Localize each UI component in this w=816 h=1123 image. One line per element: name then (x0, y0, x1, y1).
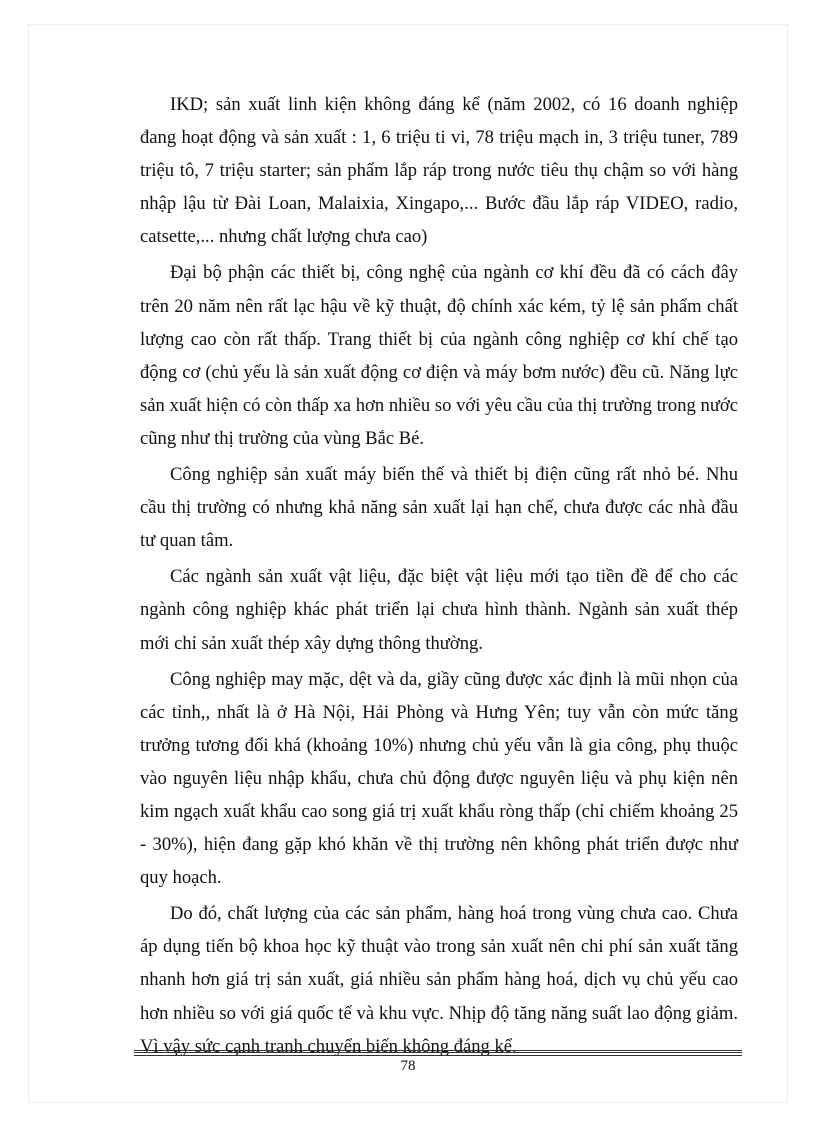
paragraph-1: IKD; sản xuất linh kiện không đáng kể (năm 2002, có 16 doanh nghiệp đang hoạt động và sản xuất : 1, 6 triệu ti vi, 78 triệu mạch in, 3 triệu tuner, 789 triệu tô, 7 triệu starter; sản phẩm lắp ráp trong nước tiêu thụ chậm so với hàng nhập lậu từ Đài Loan, Malaixia, Xingapo,... Bước đầu lắp ráp VIDEO, radio, catsette,... nhưng chất lượng chưa cao) (140, 94, 738, 248)
page-number: 78 (400, 1058, 416, 1074)
paragraph-2: Đại bộ phận các thiết bị, công nghệ của ngành cơ khí đều đã có cách đây trên 20 năm nên rất lạc hậu về kỹ thuật, độ chính xác kém, tỷ lệ sản phẩm chất lượng cao còn rất thấp. Trang thiết bị của ngành công nghiệp cơ khí chế tạo động cơ (chủ yếu là sản xuất động cơ điện và máy bơm nước) đều cũ. Năng lực sản xuất hiện có còn thấp xa hơn nhiều so với yêu cầu của thị trường trong nước cũng như thị trường của vùng Bắc Bé. (140, 262, 738, 449)
paragraph-6: Do đó, chất lượng của các sản phẩm, hàng hoá trong vùng chưa cao. Chưa áp dụng tiến bộ khoa học kỹ thuật vào trong sản xuất nên chi phí sản xuất tăng nhanh hơn giá trị sản xuất, giá nhiều sản phẩm hàng hoá, dịch vụ chủ yếu cao hơn nhiều so với giá quốc tế và khu vực. Nhịp độ tăng năng suất lao động giảm. Vì vậy sức cạnh tranh chuyển biến không đáng kể. (140, 903, 738, 1057)
footer-divider (134, 1050, 742, 1056)
paragraph-4: Các ngành sản xuất vật liệu, đặc biệt vật liệu mới tạo tiền đề để cho các ngành công nghiệp khác phát triển lại chưa hình thành. Ngành sản xuất thép mới chỉ sản xuất thép xây dựng thông thường. (140, 566, 738, 654)
body-text (140, 88, 738, 1066)
paragraph-3: Công nghiệp sản xuất máy biến thế và thiết bị điện cũng rất nhỏ bé. Nhu cầu thị trường có nhưng khả năng sản xuất lại hạn chế, chưa được các nhà đầu tư quan tâm. (140, 464, 738, 552)
paragraph-5: Công nghiệp may mặc, dệt và da, giầy cũng được xác định là mũi nhọn của các tỉnh,, nhất là ở Hà Nội, Hải Phòng và Hưng Yên; tuy vẫn còn mức tăng trưởng tương đối khá (khoảng 10%) nhưng chủ yếu vẫn là gia công, phụ thuộc vào nguyên liệu nhập khẩu, chưa chủ động được nguyên liệu và phụ kiện nên kim ngạch xuất khẩu cao song giá trị xuất khẩu ròng thấp (chỉ chiếm khoảng 25 - 30%), hiện đang gặp khó khăn về thị trường nên không phát triển được như quy hoạch. (140, 668, 738, 889)
